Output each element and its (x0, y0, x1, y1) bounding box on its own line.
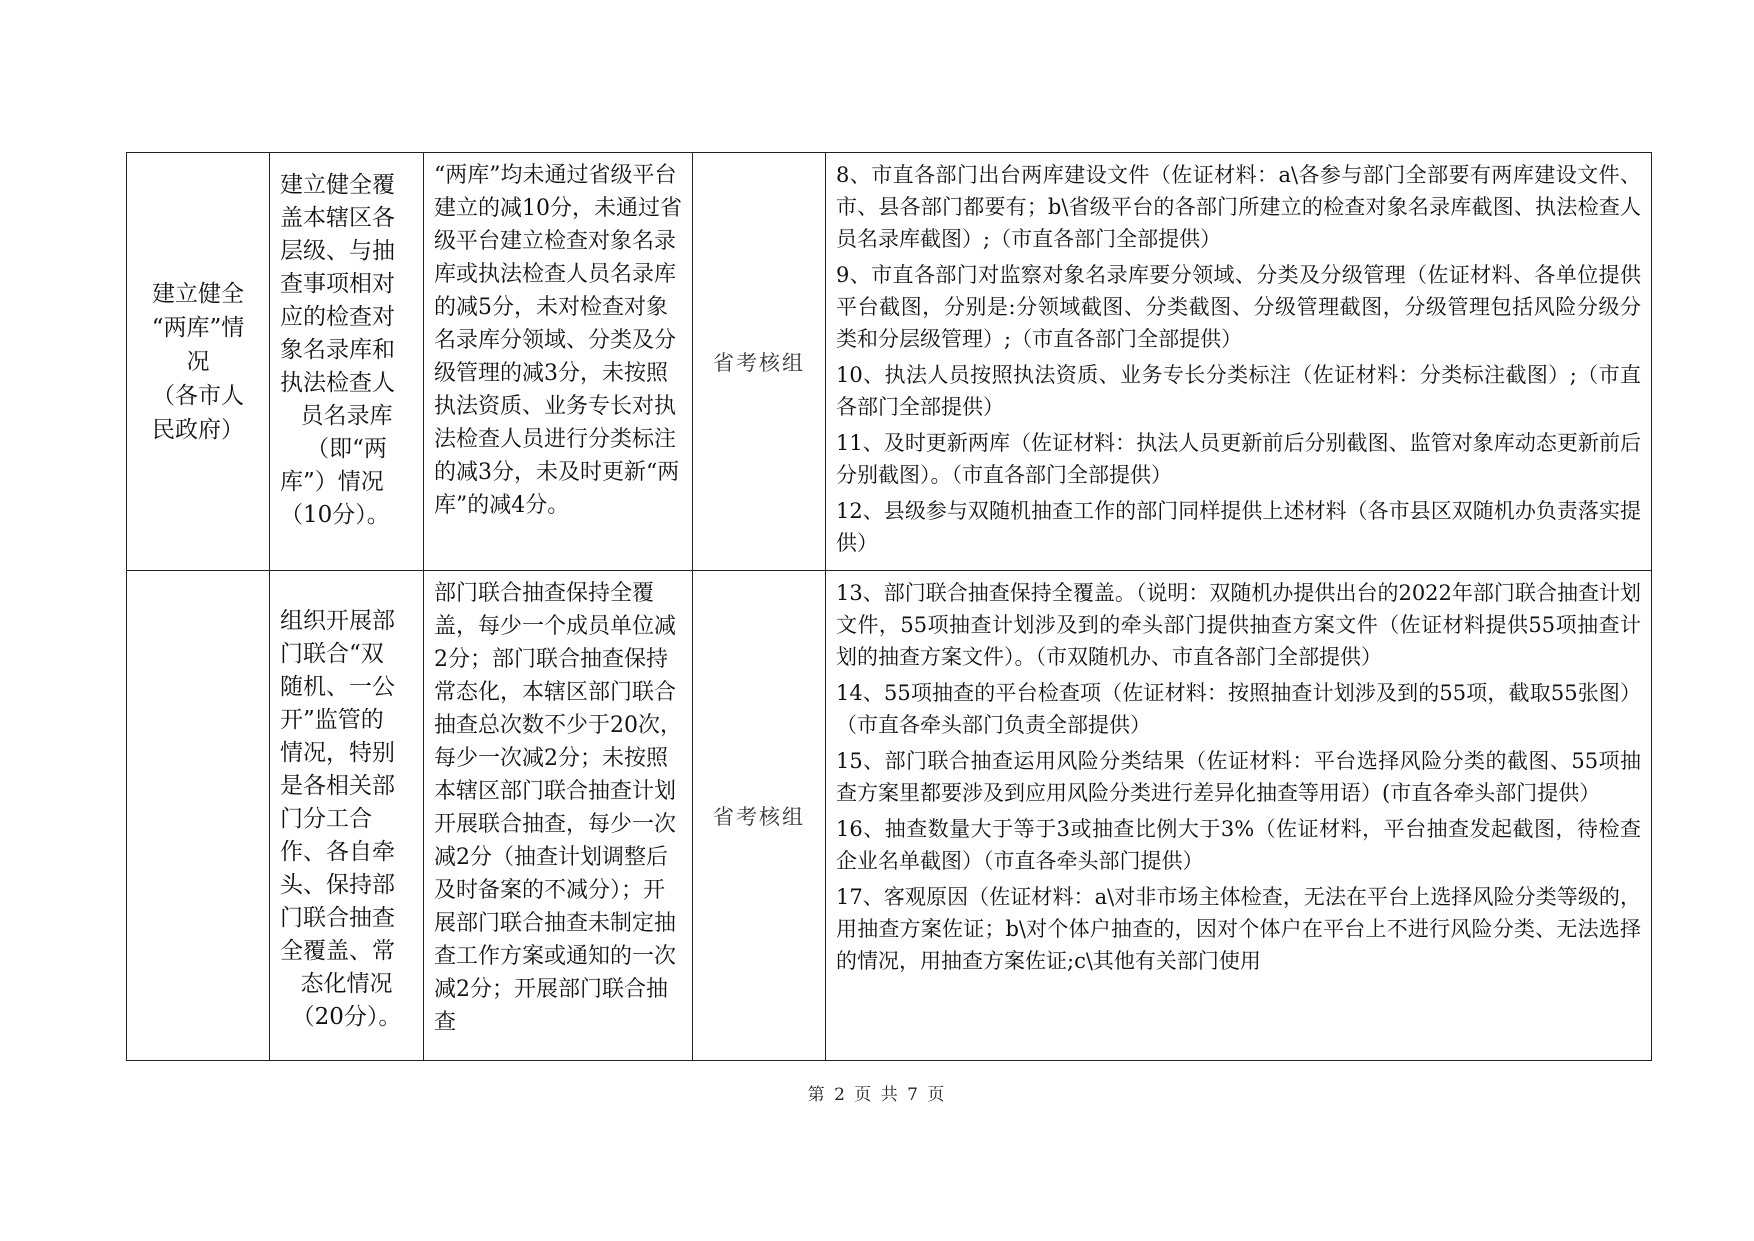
content-line: 开”监管的 (280, 707, 384, 733)
content-line: 门联合抽查 (280, 905, 395, 931)
evidence-item: 16、抽查数量大于等于3或抽查比例大于3%（佐证材料，平台抽查发起截图，待检查企业名单截图）（市直各牵头部门提供） (836, 817, 1641, 873)
evidence-item: 15、部门联合抽查运用风险分类结果（佐证材料：平台选择风险分类的截图、55项抽查方案里都要涉及到应用风险分类进行差异化抽查等用语）(市直各牵头部门提供） (836, 749, 1641, 805)
scoring-text: 部门联合抽查保持全覆盖，每少一个成员单位减2分；部门联合抽查保持常态化，本辖区部门联合抽查总次数不少于20次，每少一次减2分；未按照本辖区部门联合抽查计划开展联合抽查，每少一次减2分（抽查计划调整后及时备案的不减分）；开展部门联合抽查未制定抽查工作方案或通知的一次减2分；开展部门联合抽查 (434, 581, 682, 1035)
content-line: 门分工合 (280, 806, 372, 832)
content-line: （10分）。 (280, 502, 390, 528)
group-cell: 省考核组 (693, 571, 826, 1061)
assessment-table (126, 152, 1652, 1061)
content-line: 情况，特别 (280, 740, 395, 766)
scoring-cell (424, 153, 693, 571)
evidence-item: 11、及时更新两库（佐证材料：执法人员更新前后分别截图、监管对象库动态更新前后分别截图）。（市直各部门全部提供） (836, 431, 1641, 487)
category-line: 况 (186, 348, 210, 375)
evidence-item: 9、市直各部门对监察对象名录库要分领域、分类及分级管理（佐证材料、各单位提供平台截图，分别是:分领域截图、分类截图、分级管理截图，分级管理包括风险分级分类和分层级管理）;（市直各部门全部提供） (836, 263, 1641, 351)
page-number: 第 2 页 共 7 页 (807, 1085, 947, 1105)
content-line: （20分）。 (291, 1004, 402, 1030)
evidence-item: 17、客观原因（佐证材料：a\对非市场主体检查，无法在平台上选择风险分类等级的，用抽查方案佐证；b\对个体户抽查的，因对个体户在平台上不进行风险分类、无法选择的情况，用抽查方案佐证;c\其他有关部门使用 (836, 885, 1641, 973)
evidence-item: 12、县级参与双随机抽查工作的部门同样提供上述材料（各市县区双随机办负责落实提供） (836, 499, 1641, 555)
content-line: （即“两 (306, 436, 387, 462)
content-line: 是各相关部 (280, 773, 395, 799)
category-line: （各市人 (152, 382, 244, 409)
content-line: 全覆盖、常 (280, 938, 395, 964)
table-row (127, 571, 1652, 1061)
content-line: 门联合“双 (280, 641, 384, 667)
content-line: 象名录库和 (280, 337, 395, 363)
content-line: 库”）情况 (280, 469, 384, 495)
category-cell (127, 571, 270, 1061)
content-line: 作、各自牵 (280, 839, 395, 865)
content-cell (270, 571, 424, 1061)
content-cell (270, 153, 424, 571)
scoring-text: “两库”均未通过省级平台建立的减10分，未通过省级平台建立检查对象名录库或执法检查人员名录库的减5分，未对检查对象名录库分领域、分类及分级管理的减3分，未按照执法资质、业务专长对执法检查人员进行分类标注的减3分，未及时更新“两库”的减4分。 (434, 163, 682, 518)
content-line: 层级、与抽 (280, 238, 395, 264)
content-line: 建立健全覆 (280, 172, 395, 198)
category-line: “两库”情 (151, 314, 245, 341)
content-line: 员名录库 (300, 403, 393, 429)
content-line: 执法检查人 (280, 370, 395, 396)
evidence-item: 13、部门联合抽查保持全覆盖。（说明：双随机办提供出台的2022年部门联合抽查计划文件，55项抽查计划涉及到的牵头部门提供抽查方案文件（佐证材料提供55项抽查计划的抽查方案文件）。（市双随机办、市直各部门全部提供） (836, 581, 1641, 669)
content-line: 查事项相对 (280, 271, 395, 297)
category-line: 民政府） (152, 416, 244, 443)
content-line: 盖本辖区各 (280, 205, 395, 231)
evidence-cell (826, 571, 1652, 1061)
content-line: 组织开展部 (280, 608, 395, 634)
evidence-item: 8、市直各部门出台两库建设文件（佐证材料：a\各参与部门全部要有两库建设文件、市、县各部门都要有；b\省级平台的各部门所建立的检查对象名录库截图、执法检查人员名录库截图）;（市直各部门全部提供） (836, 163, 1641, 251)
evidence-item: 14、55项抽查的平台检查项（佐证材料：按照抽查计划涉及到的55项，截取55张图）（市直各牵头部门负责全部提供） (836, 681, 1641, 737)
category-line: 建立健全 (152, 280, 244, 307)
content-line: 头、保持部 (280, 872, 395, 898)
scoring-cell (424, 571, 693, 1061)
category-cell (127, 153, 270, 571)
group-cell: 省考核组 (693, 153, 826, 571)
content-line: 态化情况 (300, 971, 393, 997)
evidence-item: 10、执法人员按照执法资质、业务专长分类标注（佐证材料：分类标注截图）;（市直各部门全部提供） (836, 363, 1641, 419)
content-line: 应的检查对 (280, 304, 395, 330)
evidence-cell (826, 153, 1652, 571)
content-line: 随机、一公 (280, 674, 395, 700)
table-row (127, 153, 1652, 571)
